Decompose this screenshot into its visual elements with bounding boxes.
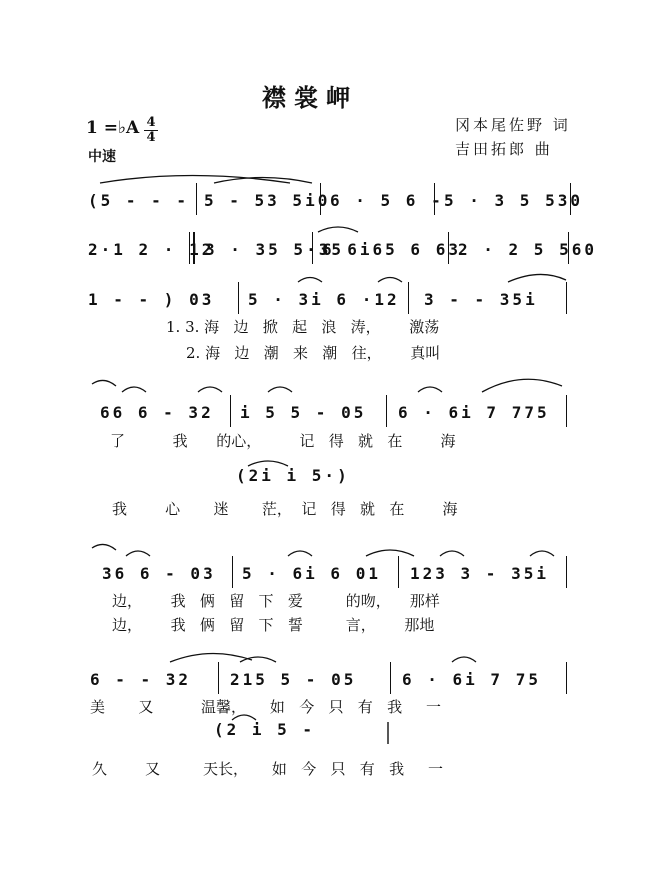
slur-mark <box>508 274 566 282</box>
notation-line <box>88 662 572 696</box>
notation-measure: 3 - - 35i <box>424 290 538 309</box>
barline <box>386 395 387 427</box>
notation-measure: 1 - - ) 03 <box>88 290 215 309</box>
notation-measure: 66 6 - 32 <box>100 403 214 422</box>
barline <box>320 183 321 215</box>
slur-mark <box>92 544 116 550</box>
notation-measure: 5 - 53 5i0 <box>204 191 331 210</box>
barline <box>566 556 567 588</box>
lyric-line: 1. 3. 海 边 掀 起 浪 涛， 激荡 <box>166 318 440 336</box>
lyric-line: 久 又 天长， 如 今 只 有 我 一 <box>92 760 443 778</box>
lyric-line: 边， 我 俩 留 下 爱 的吻， 那样 <box>112 592 440 610</box>
barline <box>408 282 409 314</box>
notation-measure: 5 · 6i 6 01 <box>242 564 381 583</box>
barline <box>448 232 449 264</box>
notation-measure: 6 - - 32 <box>90 670 192 689</box>
notation-measure: 6 · 5 6 - <box>330 191 444 210</box>
barline <box>390 662 391 694</box>
notation-line <box>88 232 597 266</box>
notation-line <box>88 282 572 316</box>
lyric-line: 了 我 的心， 记 得 就 在 海 <box>110 432 456 450</box>
lyric-line: 边， 我 俩 留 下 誓 言， 那地 <box>112 616 435 634</box>
lyricist-credit: 冈本尾佐野 词 <box>455 116 571 134</box>
notation-measure: 6 · 6i 7 775 <box>398 403 550 422</box>
barline <box>434 183 435 215</box>
barline <box>566 395 567 427</box>
time-signature-top: 4 <box>146 115 156 130</box>
barline <box>196 183 197 215</box>
notation-measure: 2·1 2 · 12 <box>88 240 215 259</box>
slur-mark <box>268 387 292 392</box>
alternate-phrase: (2 i 5 - <box>214 720 316 739</box>
tempo-marking: 中速 <box>88 149 116 165</box>
barline <box>232 556 233 588</box>
time-signature-bottom: 4 <box>146 130 156 145</box>
barline <box>218 662 219 694</box>
notation-measure: 5 · 3 5 530 <box>444 191 583 210</box>
notation-measure: 123 3 - 35i <box>410 564 549 583</box>
notation-line <box>88 556 572 590</box>
notation-measure: 6 · 6i 7 75 <box>402 670 541 689</box>
notation-line <box>88 183 583 217</box>
barline <box>570 183 571 215</box>
key-signature: 1 =♭A <box>86 118 140 138</box>
barline <box>230 395 231 427</box>
lyric-line: 我 心 迷 茫， 记 得 就 在 海 <box>112 500 458 518</box>
barline <box>566 282 567 314</box>
alternate-phrase: (2i i 5·) <box>236 466 350 485</box>
notation-measure: i 5 5 - 05 <box>240 403 367 422</box>
slur-mark <box>122 387 146 392</box>
notation-measure: 3 · 35 5·35 <box>205 240 344 259</box>
time-signature <box>143 116 159 145</box>
slur-mark <box>170 653 252 662</box>
notation-measure: (5 - - - <box>88 191 190 210</box>
notation-measure: 2 · 2 5 560 <box>458 240 597 259</box>
slur-mark <box>198 387 222 392</box>
barline <box>312 232 313 264</box>
barline <box>566 662 567 694</box>
slur-mark <box>418 387 442 392</box>
song-title: 襟裳岬 <box>262 83 358 112</box>
notation-line <box>88 395 572 429</box>
notation-measure: 6 6i65 6 63 <box>322 240 461 259</box>
composer-credit: 吉田拓郎 曲 <box>455 140 553 158</box>
barline <box>568 232 569 264</box>
notation-measure: 215 5 - 05 <box>230 670 357 689</box>
slur-mark <box>100 176 290 184</box>
notation-measure: 5 · 3i 6 ·12 <box>248 290 400 309</box>
barline <box>398 556 399 588</box>
repeat-barline <box>189 232 195 264</box>
notation-measure: 36 6 - 03 <box>102 564 216 583</box>
barline <box>238 282 239 314</box>
lyric-line: 美 又 温馨， 如 今 只 有 我 一 <box>90 698 441 716</box>
slur-mark <box>482 379 562 392</box>
slur-mark <box>92 380 116 386</box>
lyric-line: 2. 海 边 潮 来 潮 往， 真叫 <box>186 344 441 362</box>
